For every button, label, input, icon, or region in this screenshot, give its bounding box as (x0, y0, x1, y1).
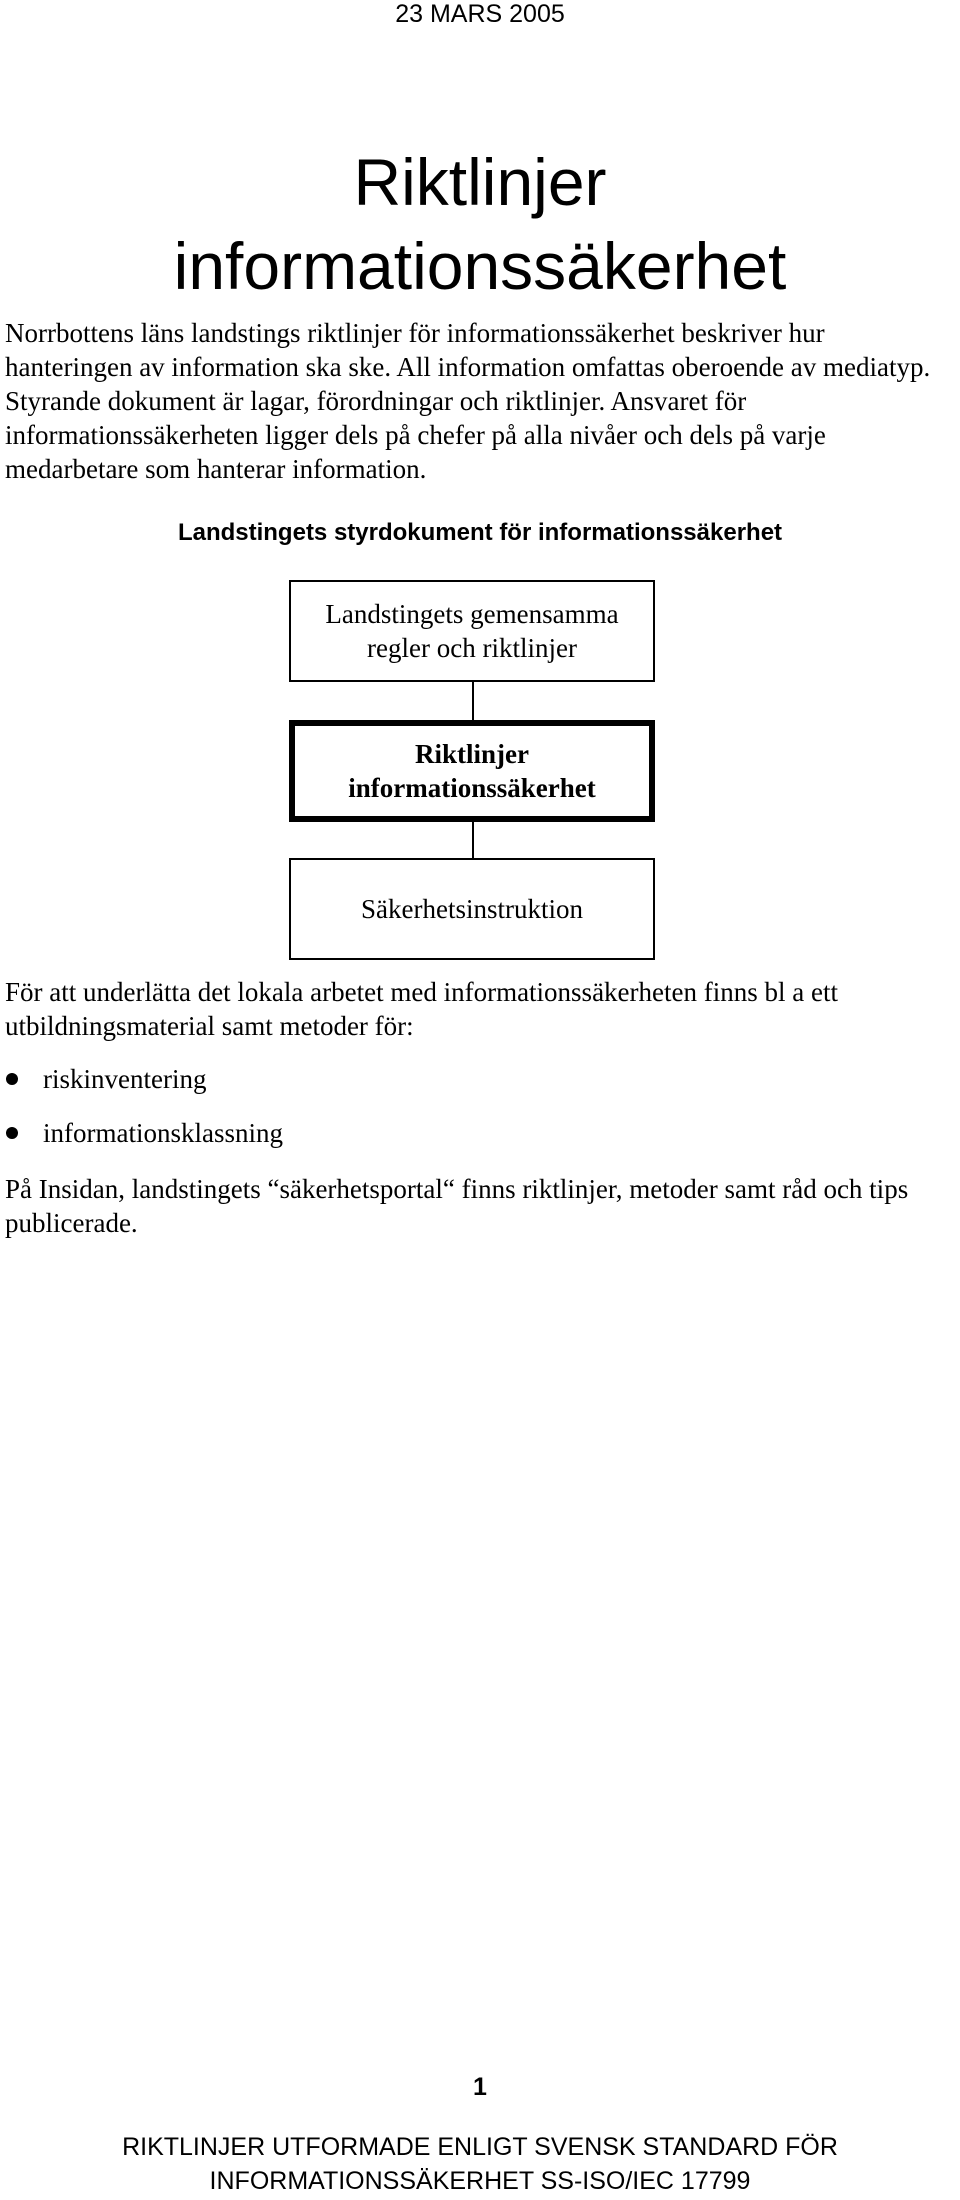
diagram-connector-1 (472, 682, 474, 720)
page-number: 1 (473, 2073, 487, 2101)
diagram-box-guidelines-line-2: informationssäkerhet (348, 773, 596, 803)
page-title-line-1: Riktlinjer (353, 145, 607, 219)
support-paragraph: För att underlätta det lokala arbetet med informationssäkerheten finns bl a ett utbildningsmaterial samt metoder för: (5, 977, 838, 1041)
method-list (0, 1062, 960, 1170)
page-footer (0, 2130, 960, 2198)
hierarchy-diagram (0, 580, 960, 960)
list-item-label: informationsklassning (43, 1118, 283, 1148)
bullet-icon (6, 1073, 18, 1085)
diagram-box-security-instruction-line-1: Säkerhetsinstruktion (361, 894, 583, 924)
intro-paragraph: Norrbottens läns landstings riktlinjer för informationssäkerhet beskriver hur hanteringen av information ska ske. All information omfattas oberoende av mediatyp. Styrande dokument är lagar, förordningar och riktlinjer. Ansvaret för informationssäkerheten ligger dels på chefer på alla nivåer och dels på varje medarbetare som hanterar information. (5, 318, 931, 484)
diagram-connector-2 (472, 822, 474, 858)
diagram-box-common-rules-line-2: regler och riktlinjer (367, 633, 577, 663)
list-item (0, 1062, 960, 1116)
list-item (0, 1116, 960, 1170)
diagram-box-guidelines-line-1: Riktlinjer (414, 739, 529, 769)
page-title (0, 140, 960, 308)
page-title-line-2: informationssäkerhet (173, 229, 787, 303)
footer-line-2: INFORMATIONSSÄKERHET SS-ISO/IEC 17799 (209, 2167, 751, 2195)
bullet-icon (6, 1127, 18, 1139)
diagram-box-guidelines (289, 720, 655, 822)
closing-paragraph: På Insidan, landstingets “säkerhetsportal“ finns riktlinjer, metoder samt råd och tips publicerade. (5, 1174, 909, 1238)
diagram-box-security-instruction (289, 858, 655, 960)
footer-line-1: RIKTLINJER UTFORMADE ENLIGT SVENSK STANDARD FÖR (122, 2133, 838, 2161)
list-item-label: riskinventering (43, 1064, 207, 1094)
header-date: 23 MARS 2005 (395, 0, 565, 28)
diagram-box-common-rules (289, 580, 655, 682)
diagram-box-common-rules-line-1: Landstingets gemensamma (325, 599, 619, 629)
diagram-heading: Landstingets styrdokument för informationssäkerhet (177, 519, 783, 546)
